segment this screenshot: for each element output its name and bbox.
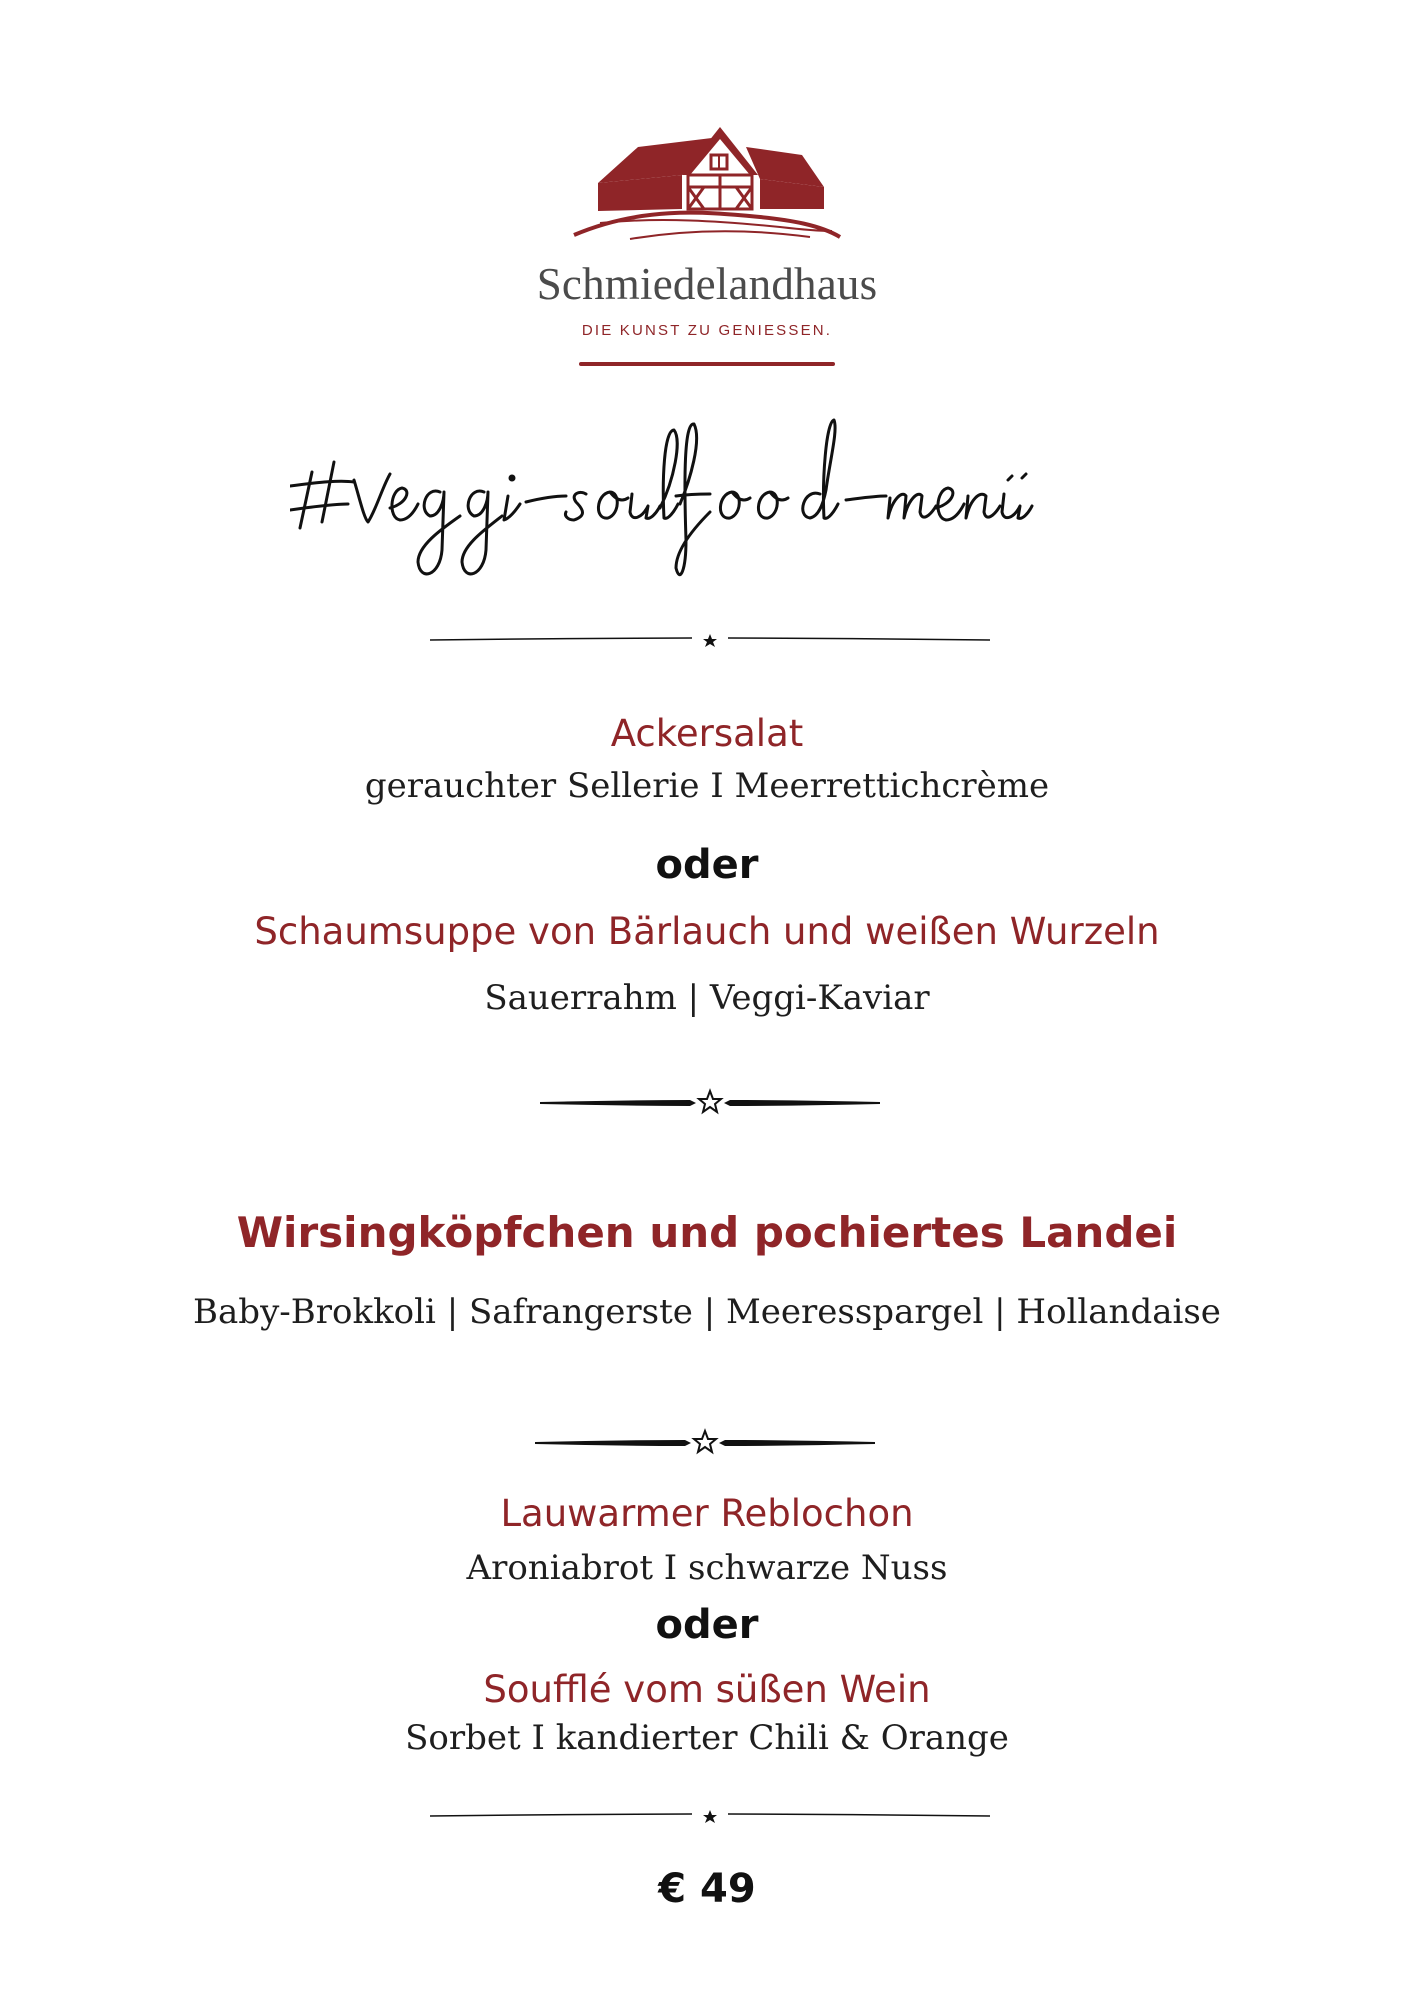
dish-reblochon-description: Aroniabrot I schwarze Nuss [466,1548,948,1588]
divider-star [430,1806,990,1826]
or-label: oder [655,1602,759,1648]
dish-schaumsuppe-description: Sauerrahm | Veggi-Kaviar [484,978,930,1018]
divider-star-outline [540,1088,880,1118]
dish-souffle-description: Sorbet I kandierter Chili & Orange [405,1718,1009,1758]
dish-reblochon: Lauwarmer Reblochon [500,1492,914,1535]
dish-wirsingkoepfchen: Wirsingköpfchen und pochiertes Landei [236,1208,1178,1257]
or-label: oder [655,842,759,888]
dish-souffle: Soufflé vom süßen Wein [483,1668,931,1711]
dish-wirsingkoepfchen-description: Baby-Brokkoli | Safrangerste | Meeresspargel | Hollandaise [193,1292,1221,1332]
brand-underline [579,362,835,366]
dish-ackersalat-description: gerauchter Sellerie I Meerrettichcrème [364,766,1050,806]
divider-star-outline [535,1428,875,1458]
tagline: DIE KUNST ZU GENIESSEN. [581,322,833,339]
divider-star [430,630,990,650]
dish-schaumsuppe: Schaumsuppe von Bärlauch und weißen Wurzeln [254,910,1160,953]
dish-ackersalat: Ackersalat [610,712,804,755]
menu-price: € 49 [658,1866,756,1912]
menu-title [290,400,1130,600]
farmhouse-logo-icon [570,125,844,249]
brand-name: Schmiedelandhaus [536,259,878,309]
